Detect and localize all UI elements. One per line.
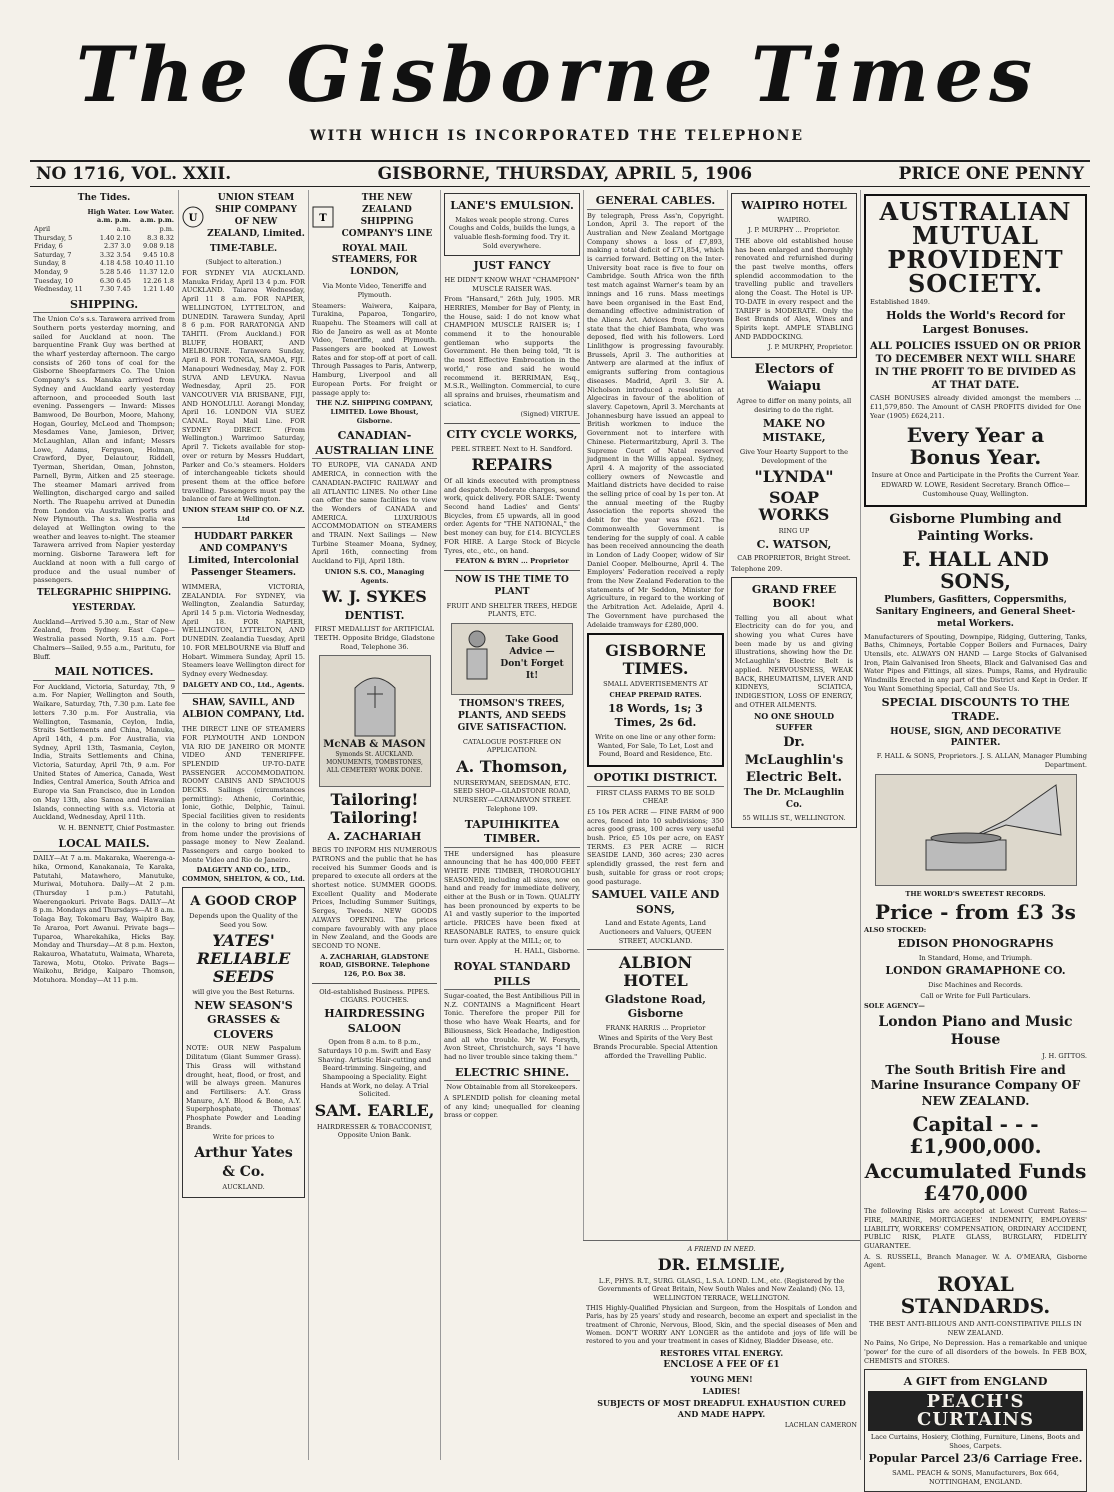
opotiki-heading: OPOTIKI DISTRICT. [587,771,724,787]
tides-header-row [33,208,175,217]
tides-cell: p.m. [159,225,174,234]
tides-unit: a.m. p.m. [140,216,174,225]
tombstone-icon [345,668,405,738]
fancy-heading: JUST FANCY [473,259,551,273]
timber-text: THE undersigned has pleasure announcing that he has 400,000 FEET WHITE PINE TIMBER, THOROUGHLY SEASONED, including all sizes, now on hand and ready for immediate delivery, either at the Bush or in Town. QUALITY has been pronounced by experts to be A1 and vastly superior to the imported article. PRICES have been fixed at REASONABLE RATES, to ensure quick turn over. Apply at the MILL; or, to [444,849,580,945]
mcnab-sub: Symonds St. AUCKLAND. MONUMENTS, TOMBSTONES, ALL CEMETERY WORK DONE. [326,751,423,775]
tides-row [33,251,175,260]
albion-sub: Gladstone Road, Gisborne [605,992,706,1021]
local-mails-heading: LOCAL MAILS. [33,837,175,853]
thomson-illustration [451,623,573,695]
column-2 [178,190,308,1460]
south-british-sign: A. S. RUSSELL, Branch Manager. W. A. O'MEARA, Gisborne Agent. [864,1252,1087,1270]
tides-title: The Tides. [77,193,131,203]
tides-unit-row [33,216,175,225]
nzsco-via: Via Monte Video, Teneriffe and Plymouth. [322,282,427,299]
dateline [30,160,1090,187]
tides-cell: Thursday, 5 [34,233,73,242]
no-one: NO ONE SHOULD SUFFER [753,711,835,732]
gift-heading: A GIFT from ENGLAND [903,1374,1048,1388]
amp-est: Established 1849. [870,298,930,306]
canadian-heading: CANADIAN-AUSTRALIAN LINE [312,429,437,459]
telegraphic-sub: YESTERDAY. [72,602,136,613]
tides-unit: a.m. p.m. [97,216,131,225]
cables-heading: GENERAL CABLES. [587,194,724,210]
edison-heading: EDISON PHONOGRAPHS [897,937,1054,951]
tides-cell: Sunday, 8 [34,259,66,268]
watson-sub: CAB PROPRIETOR, Bright Street. [737,554,851,563]
crop-write: Write for prices to [212,1133,275,1142]
timber-heading: TAPUIHIKITEA TIMBER. [444,818,580,848]
times-rates: CHEAP PREPAID RATES. [609,691,702,700]
records: THE WORLD'S SWEETEST RECORDS. [905,889,1046,898]
earle-name: SAM. EARLE, [314,1101,435,1121]
divider [444,423,580,424]
usco-title-block [182,193,305,241]
column-1 [30,190,178,1460]
waipiro-heading: WAIPIRO HOTEL [741,199,847,212]
royal-text: No Pains, No Gripe, No Depression. Has a remarkable and unique 'power' for the cure of all disorders of the bowels. In FEB BOX, CHEMISTS and STORES. [864,1339,1087,1365]
svg-text:U: U [188,212,198,224]
tides-cell: 10.40 11.10 [134,259,174,268]
albion-text: Wines and Spirits of the Very Best Brands Procurable. Special Attention afforded the Travelling Public. [593,1034,718,1060]
mclaughlin-heading: Dr. McLaughlin's Electric Belt. [744,735,844,785]
lynda-sub: SOAP WORKS [758,487,830,525]
price: PRICE ONE PENNY [898,164,1084,184]
electors-text: Agree to differ on many points, all desiring to do the right. [736,397,852,415]
tides-cell: 9.08 9.18 [142,242,174,251]
tides-row [33,285,175,294]
piano-sign: J. H. GITTOS. [1042,1051,1087,1060]
canadian-sign: UNION S.S. CO., Managing Agents. [324,567,425,585]
mail-sign: W. H. BENNETT, Chief Postmaster. [58,824,175,832]
albion-prop: FRANK HARRIS ... Proprietor [605,1023,706,1032]
sykes-name: W. J. SYKES [322,587,427,607]
call-write: Call or Write for Full Particulars. [920,991,1031,1000]
amp-ad [864,194,1087,507]
thomson-heading: THOMSON'S TREES, PLANTS, AND SEEDS GIVE SATISFACTION. [457,699,567,733]
ladies: LADIES! [702,1386,741,1397]
hairdressing-heading: HAIRDRESSING SALOON [324,1007,425,1035]
crop-place: AUCKLAND. [222,1183,265,1192]
times-line: 18 Words, 1s; 3 Times, 2s 6d. [608,701,703,730]
waipiro-sign: J. P. MURPHY, Proprietor. [768,343,853,352]
elmslie-ad [583,1240,860,1460]
pills-text: Sugar-coated, the Best Antibilious Pill in N.Z. CONTAINS a Magnificent Heart Tonic. Therefore the proper Pill for those who have Weak Hearts, and for Biliousness, Sick Headache, Indigestion and all who trouble. Mr W. Forsyth, Avon Street, Christchurch, says "I have had no liver trouble since taking them." [444,992,580,1061]
subjects: SUBJECTS OF MOST DREADFUL EXHAUSTION CURED AND MADE HAPPY. [597,1398,846,1419]
huddart-text: WIMMERA, VICTORIA, ZEALANDIA. For SYDNEY, via Wellington, Zealandia Saturday, April 14 5 p.m. Victoria Wednesday, April 18. FOR NAPIER, WELLINGTON, LYTTELTON, AND DUNEDIN. Zealandia Tuesday, April 10. FOR MELBOURNE via Bluff and Hobart. Wimmera Sunday, April 15. Steamers leave Wellington direct for Sydney every Wednesday. [182,582,305,678]
thomson-slogan: Take Good Advice — Don't Forget It! [500,635,564,681]
tides-cell: Tuesday, 10 [34,276,73,285]
watson-tel: Telephone 209. [731,564,783,573]
times-small: SMALL ADVERTISEMENTS AT [603,680,708,689]
crop-firm: Arthur Yates & Co. [194,1145,293,1180]
hall-sign: F. HALL & SONS, Proprietors. J. S. ALLAN, Manager Plumbing Department. [876,752,1087,770]
shine-sub: Now Obtainable from all Storekeepers. [446,1083,578,1092]
lane-text: Makes weak people strong. Cures Coughs and Colds, builds the lungs, a valuable flesh-forming food. Try it. Sold everywhere. [448,215,576,250]
pills-heading: ROYAL STANDARD PILLS [444,960,580,990]
mcnab-ad: McNAB & MASON [323,739,426,751]
mistake-heading: MAKE NO MISTAKE, [762,416,826,445]
sole-agency: SOLE AGENCY— [864,1002,925,1011]
gramophone-illustration [875,774,1077,886]
tides-cell: Wednesday, 11 [34,285,83,294]
tides-cell: 12.26 1.8 [142,276,174,285]
friend-caption: A FRIEND IN NEED. [687,1245,756,1253]
hall-text: Manufacturers of Spouting, Downpipe, Ridging, Guttering, Tanks, Baths, Chimneys, Portable Copper Boilers and Furnaces, Dairy Utensils, etc. ALWAYS ON HAND — Large Stocks of Galvanised Iron, Plain Galvanised Iron Sheets, Black and Galvanised Gas and Water Pipes and Fittings, all sizes. Pumps, Rams, and Hydraulic Windmills Erected in any part of the District and Kept in Order. If You Want Something Special, Call and See Us. [864,632,1087,693]
opotiki-sub: FIRST CLASS FARMS TO BE SOLD CHEAP. [596,788,715,806]
tides-cell: 5.28 5.46 [99,267,131,276]
cycle-sign: FEATON & BYRN ... Proprietor [455,557,569,566]
local-mails-text: DAILY—At 7 a.m. Makaraka, Waerenga-a-hika, Ormond, Kanakanaia, Te Karaka, Patutahi, Matawhero, Manutuke, Muriwai, Motuhora. Daily—At 2 p.m. (Thursday 1 p.m.) Patutahi, Waerengaokuri. Private Bags. DAILY—At 8 p.m. Mondays and Thursdays—At 8 a.m. Tolaga Bay, Tokomaru Bay, Waipiro Bay, Te Araroa, Port Awanui. Private bags—Tuparoa, Wharekahika, Hicks Bay. Monday and Thursday—At 8 p.m. Hexton, Rakauroa, Whatatutu, Waimata, Whareta, Tarewa, Motu, Otoko. Private Bags—Waikohu, Bridge, Kaiparo Thomson, Motuhora. Monday—At 11 p.m. [33,854,175,985]
figure-icon [457,629,497,689]
vaile-heading: SAMUEL VAILE AND SONS, [591,888,720,916]
shipping-text: The Union Co's s.s. Tarawera arrived from Southern ports yesterday morning, and sailed for Auckland at noon. The barquentine Frank Guy was berthed at the wharf yesterday afternoon. The cargo consists of 260 tons of coal for the Gisborne Sheepfarmers Co. The Union Company's s.s. Manuka arrived from Sydney and Auckland early yesterday afternoon, and proceeded South last evening. Passengers — Inward: Misses Bamwood, De Bourbon, Moore, Mahony, Hogan, Gourley, McLeod and Thompson; Mesdames Vane, Jamieson, Driver, McLaughlan, Allan and infant; Messrs Lowe, Adams, Ferguson, Holman, Crawford, Dyer, Delautour, Riddell, Tyerman, Sheridan, Oman, Johnston, Parnell, Byrm, Aitken and 25 steerage. The steamer Mamari arrived from Wellington, discharged cargo and sailed North. The Ruapehu arrived at Dunedin from London via Australian ports and New Plymouth. The s.s. Westralia was delayed at Wellington owing to the weather and leaves to-night. The steamer Tarawera arrived from Napier yesterday morning. Gisborne Tarawera left for Auckland at noon with a full cargo of produce and the usual number of passengers. [33,315,175,585]
gramophone-icon [886,780,1066,880]
nzsco-title: THE NEW ZEALAND SHIPPING COMPANY'S LINE [341,193,433,239]
tides-cell: 11.37 12.0 [138,267,174,276]
pipes-text: Old-established Business. PIPES. CIGARS. POUCHES. [319,987,430,1005]
hall-sub: Plumbers, Gasfitters, Coppersmiths, Sanitary Engineers, and General Sheet-metal Workers. [875,595,1076,629]
zachariah-text: BEGS TO INFORM HIS NUMEROUS PATRONS and the public that he has received his Summer Goods and is prepared to execute all orders at the shortest notice. SUMMER GOODS. Excellent Quality and Moderate Prices, Including Summer Suitings, Serges, Tweeds. NEW GOODS ALWAYS OPENING. The prices compare favourably with any place in New Zealand, and the Goods are SECOND TO NONE. [312,846,437,950]
shaw-sign: DALGETY AND CO., LTD., COMMON, SHELTON, & CO., Ltd. [182,866,305,884]
thomson-sub: NURSERYMAN, SEEDSMAN, ETC. SEED SHOP—GLADSTONE ROAD, NURSERY—CARNARVON STREET. Telephone 109. [452,778,572,813]
south-british-text: The following Risks are accepted at Lowest Current Rates:— FIRE, MARINE, MORTGAGEES' INDEMNITY, EMPLOYERS' LIABILITY, WORKERS' COMPENSATION, ORDINARY ACCIDENT, PUBLIC RISK, PLATE GLASS, BURGLARY, FIDELITY GUARANTEE. [864,1207,1087,1250]
albion-heading: ALBION HOTEL [618,953,693,990]
telegraphic-heading: TELEGRAPHIC SHIPPING. [36,587,172,598]
elmslie-sub: L.F., PHYS. R.T., SURG. GLASG., L.S.A. LOND. L.M., etc. (Registered by the Governments of Great Britain, New South Wales and New Zealand) (No. 13, WELLINGTON TERRACE, WELLINGTON. [598,1276,845,1302]
tides-row [33,259,175,268]
tides-cell: 8.3 8.32 [147,233,174,242]
crop-heading: A GOOD CROP [190,893,297,909]
issue-number: NO 1716, VOL. XXII. [36,164,232,184]
usco-text: FOR SYDNEY VIA AUCKLAND. Manuka Friday, April 13 4 p.m. FOR AUCKLAND. Taiaroa Wednesday, April 11 8 a.m. FOR NAPIER, WELLINGTON, LYTTELTON, and DUNEDIN. Tarawera Sunday, April 8 6 p.m. FOR RARATONGA AND TAHITI. (From Auckland.) FOR BLUFF, HOBART, AND MELBOURNE. Tarawera Sunday, April 8. FOR TONGA, SAMOA, FIJI. Manapouri Wednesday, May 2. FOR SUVA AND LEVUKA. Navua Wednesday, April 25. FOR VANCOUVER VIA BRISBANE, FIJI, AND HONOLULU. Aorangi Monday, April 16. LONDON VIA SUEZ CANAL. Royal Mail Line. FOR SYDNEY DIRECT. (From Wellington.) Warrimoo Saturday, April 7. Tickets available for stop-over or return by Messrs Huddart, Parker and Co.'s steamers. Holders of interchangeable tickets should present them at the office before travelling. Passengers must pay the balance of fare at Wellington. [182,269,305,504]
repairs-text: Of all kinds executed with promptness and despatch. Moderate charges, sound work, quick delivery. FOR SALE: Twenty Second hand Ladies' and Gents' Bicycles, from £5 upwards, all in good order. Agents for "THE NATIONAL," the best money can buy, for £14. BICYCLES FOR HIRE. A Large Stock of Bicycle Tyres, etc., etc., on hand. [444,476,580,555]
tides-cell: Saturday, 7 [34,250,72,259]
young-men: YOUNG MEN! [690,1373,753,1384]
divider [444,570,580,571]
tides-unit [33,216,85,225]
lynda-heading: "LYNDA" [754,467,834,487]
tides-cell: 1.40 2.10 [99,233,131,242]
plant-text: FRUIT AND SHELTER TREES, HEDGE PLANTS, ETC. [446,601,578,619]
tides-row [33,277,175,286]
zachariah-name: A. ZACHARIAH [327,829,422,843]
divider [312,983,437,984]
hall-top: Gisborne Plumbing and Painting Works. [889,511,1062,544]
amp-heading: AUSTRALIAN MUTUAL PROVIDENT SOCIETY. [879,197,1072,298]
also-stocked: ALSO STOCKED: [864,926,927,935]
times-heading: GISBORNE TIMES. [605,641,706,678]
waipiro-ad [731,193,857,358]
tides-cell: 7.30 7.45 [99,285,131,294]
thomson-name: A. Thomson, [456,757,568,777]
nzsco-title-block [312,193,437,241]
monument-illustration [319,655,431,787]
waipiro-prop: J. P. MURPHY ... Proprietor. [748,226,840,235]
hall-house: HOUSE, SIGN, AND DECORATIVE PAINTER. [890,726,1061,749]
tides-table [33,208,175,294]
waipiro-sub: WAIPIRO. [777,215,811,224]
peach-ad [864,1369,1087,1492]
nzsco-sign: THE N.Z. SHIPPING COMPANY, LIMITED. Lowe Bhoust, Gisborne. [316,399,433,425]
amp-bonus: CASH BONUSES already divided amongst the members ... £11,579,850. The Amount of CASH PROFITS divided for One Year (1905) £624,211. [870,394,1081,420]
tides-cell: 3.32 3.54 [99,250,131,259]
tides-header: High Water. [87,207,131,216]
times-ad [587,633,724,767]
waipiro-text: THE above old established house has been enlarged and thoroughly renovated and refurnished during the past twelve months, offers splendid accommodation to the travelling public and travellers along the Coast. The Hotel is UP-TO-DATE in every respect and the TARIFF is MODERATE. Only the Best Brands of Ales, Wines and Spirits kept. AMPLE STABLING AND PADDOCKING. [735,236,853,341]
gramophone-heading: LONDON GRAMAPHONE CO. [885,964,1066,978]
peach-sign: SAML. PEACH & SONS, Manufacturers, Box 664, NOTTINGHAM, ENGLAND. [892,1469,1059,1486]
place-date: GISBORNE, THURSDAY, APRIL 5, 1906 [377,164,753,184]
elmslie-text: THIS Highly-Qualified Physician and Surgeon, from the Hospitals of London and Paris, has by 25 years' study and research, become an expert and specialist in the treatment of Chronic, Nervous, Blood, Skin, and the special diseases of Men and Women. DON'T WORRY ANY LONGER as the antidote and joys of life will be restored to you and your treatment in cases of Kidney, Bladder Disease, etc. [586,1303,857,1346]
repairs-heading: REPAIRS [471,455,553,475]
lane-heading: LANE'S EMULSION. [450,199,574,212]
crop-new: NEW SEASON'S GRASSES & CLOVERS [194,998,293,1041]
crop-note: NOTE: OUR NEW Paspalum Dilitatum (Giant Summer Grass). This Grass will withstand drought, heat, flood, or frost, and will be always green. Manures and Fertilisers: A.Y. Grass Manure, A.Y. Blood & Bone, A.Y. Superphosphate, Thomas' Phosphate Powder and Leading Brands. [186,1044,301,1131]
amp-insure: Insure at Once and Participate in the Profits the Current Year. [871,470,1080,479]
ship-flag-icon [182,206,204,228]
masthead [0,0,1114,150]
shine-heading: ELECTRIC SHINE. [444,1066,580,1082]
fee: ENCLOSE A FEE OF £1 [663,1359,780,1370]
amp-text: ALL POLICIES ISSUED ON OR PRIOR TO DECEMBER NEXT WILL SHARE IN THE PROFIT TO BE DIVIDED AS AT THAT DATE. [870,340,1081,392]
tides-row [33,268,175,277]
amp-sub: Holds the World's Record for Largest Bonuses. [886,308,1065,337]
peach-price: Popular Parcel 23/6 Carriage Free. [868,1452,1083,1466]
fancy-text: From "Hansard," 26th July, 1905. MR HERRIES, Member for Bay of Plenty, in the House, said: I do not know what CHAMPION MUSCLE RAISER is; I commend it to the honourable gentleman who supports the Government. He then being told, "It is the most Effective Embrocation in the world," rose and said he would recommend it. BERRIMAN, Esq., M.S.R., Wellington. Commercial, to cure all sprains and bruises, rheumatism and sciatica. [444,295,580,408]
shaw-title: SHAW, SAVILL, AND ALBION COMPANY, Ltd. [182,698,305,721]
elmslie-name: DR. ELMSLIE, [657,1255,786,1275]
column-7 [860,190,1090,1486]
tides-cell: 1.21 1.40 [142,285,174,294]
south-british-heading: The South British Fire and Marine Insurance Company OF NEW ZEALAND. [870,1062,1081,1109]
usco-sign: UNION STEAM SHIP CO. OF N.Z. Ltd [182,506,305,523]
yates-ad [182,887,305,1198]
nzsco-text: Steamers: Waiwera, Kaipara, Turakina, Paparoa, Tongariro, Ruapehu. The Steamers will call at Rio de Janeiro as well as at Monte Video, Teneriffe, and Plymouth. Passengers are booked at Lowest Rates and for stop-off at port of call. Through Passages to Paris, Antwerp, Hamburg, Liverpool and all European Ports. For freight or passage apply to: [312,301,437,397]
divider [182,527,305,528]
tides-cell: April [34,225,51,234]
mclaughlin-ad [731,577,857,829]
mclaughlin-sign: The Dr. McLaughlin Co. [743,787,845,810]
tides-cell: Friday, 6 [34,242,63,251]
amp-every: Every Year a Bonus Year. [906,422,1045,469]
piano-heading: London Piano and Music House [878,1014,1073,1049]
column-3 [308,190,440,1460]
cables-text: By telegraph, Press Ass'n, Copyright. London, April 3. The report of the Australian and New Zealand Mortgage Company shows a loss of £7,893, making a total deficit of £71,854, which is carried forward. Betting on the Inter-University boat race is five to four on Cambridge. South Africa won the fifth test match against Warner's team by an innings and 16 runs. Mass meetings have been organised in the East End, demanding effective administration of the Aliens Act. Advices from Greytown state that the chief Bambata, who was deposed, fled with his followers. Lord Linlithgow is progressing favourably. Brussels, April 3. The authorities at Antwerp are alarmed at the influx of emigrants suffering from contagious diseases. Madrid, April 3. Sir A. Nicholson introduced a resolution at Algeciras in favour of the abolition of slavery. Capetown, April 3. Merchants at Johannesburg have issued an appeal to British workmen to induce the Government not to interfere with Chinese. Pietermaritzburg, April 3. The Supreme Court of Natal reserved judgment in the Willis appeal. Sydney, April 4. A majority of the associated colliery owners of Newcastle and Maitland districts have decided to raise the selling price of coal by 1s per ton. At the annual meeting of the Rugby Association the reports showed the debit for the year was £621. The Commonwealth Government is tendering for the supply of coal. A cable has been received announcing the death in London of Lady Cooper, widow of Sir Daniel Cooper. Melbourne, April 4. The Employers' Federation received a reply from the New Zealand Federation to the statements of Mr Seddon, Minister for Agriculture, in regard to the working of the Arbitration Act. Adelaide, April 4. The Government have purchased the Adelaide tramways for £280,000. [587,211,724,629]
newspaper-subtitle: WITH WHICH IS INCORPORATED THE TELEPHONE [309,128,805,144]
elmslie-sign: LACHLAN CAMERON [784,1421,857,1430]
huddart-title: HUDDART PARKER AND COMPANY'S Limited, Intercolonial Passenger Steamers. [188,532,299,579]
timber-sign: H. HALL, Gisborne. [514,947,580,956]
nzsco-sub: ROYAL MAIL STEAMERS, FOR LONDON, [331,243,418,278]
vaile-sub: Land and Estate Agents, Land Auctioneers and Valuers, QUEEN STREET, AUCKLAND. [599,919,712,945]
gramophone-sub: Disc Machines and Records. [928,980,1023,989]
grand-free: GRAND FREE BOOK! [751,582,837,611]
hairdressing-text: Open from 8 a.m. to 8 p.m., Saturdays 10 p.m. Swift and Easy Shaving. Artistic Hair-cutting and Beard-trimming. Singeing, and Shampooing a Speciality. Eight Hands at Work, no delay. A Trial Solicited. [317,1038,432,1099]
accumulated-funds: Accumulated Funds £470,000 [864,1159,1087,1206]
shine-text: A SPLENDID polish for cleaning metal of any kind; unequalled for cleaning brass or copper. [444,1093,580,1120]
tides-cell: 9.45 10.8 [142,250,174,259]
tides-header [33,208,85,217]
mclaughlin-addr: 55 WILLIS ST., WELLINGTON. [742,813,846,822]
tides-cell: 6.30 6.45 [99,276,131,285]
newspaper-title: The Gisborne Times [75,30,1039,119]
timetable-heading: TIME-TABLE. [209,243,278,254]
ring-up: RING UP [778,527,810,535]
tides-header: Low Water. [134,207,174,216]
thomson-catalogue: CATALOGUE POST-FREE ON APPLICATION. [462,737,562,755]
tides-cell: a.m. [116,225,131,234]
tides-row [33,242,175,251]
mistake-text: Give Your Hearty Support to the Development of the [739,447,849,465]
peach-sub: Lace Curtains, Hosiery, Clothing, Furniture, Linens, Boots and Shoes, Carpets. [870,1433,1081,1450]
crop-sub: Depends upon the Quality of the Seed you Sow. [189,911,298,929]
lane-ad [444,193,580,256]
crop-brand-sub: will give you the Best Returns. [192,988,295,997]
earle-sub: HAIRDRESSER & TOBACCONIST, Opposite Union Bank. [316,1122,433,1140]
crop-brand: YATES' RELIABLE SEEDS [196,931,291,986]
times-note: Write on one line or any other form: Wanted, For Sale, To Let, Lost and Found, Board and Residence, Etc. [595,732,716,759]
tides-cell: Monday, 9 [34,267,68,276]
edison-sub: In Standard, Home, and Triumph. [918,953,1033,962]
hall-special: SPECIAL DISCOUNTS TO THE TRADE. [881,695,1070,724]
column-4 [440,190,583,1460]
gramophone-price: Price - from £3 3s [875,900,1076,925]
telegraphic-text: Auckland—Arrived 5.30 a.m., Star of New Zealand, from Sydney. East Cape—Westralia passed North, 9.15 a.m. Port Chalmers—Sailed, 9.55 a.m., Paritutu, for Bluff. [33,617,175,661]
divider [587,949,724,950]
divider [182,693,305,694]
tailoring-heading: Tailoring! Tailoring! [330,790,419,828]
shipping-heading: SHIPPING. [33,298,175,314]
tides-cell: 2.37 3.0 [103,242,131,251]
peach-heading: PEACH'S CURTAINS [868,1391,1083,1431]
huddart-sign: DALGETY AND CO., Ltd., Agents. [182,680,305,689]
restores: RESTORES VITAL ENERGY. [659,1347,784,1358]
sykes-title: DENTIST. [344,608,405,622]
anchor-flag-icon [312,206,334,228]
watson-name: C. WATSON, [756,537,832,551]
royal-sub: THE BEST ANTI-BILIOUS AND ANTI-CONSTIPATIVE PILLS IN NEW ZEALAND. [869,1320,1082,1337]
grand-text: Telling you all about what Electricity can do for you, and showing you what Cures have been made by us and giving illustrations, showing how the Dr. McLaughlin's Electric Belt is applied. NERVOUSNESS, WEAK BACK, RHEUMATISM, LIVER AND KIDNEYS, SCIATICA, INDIGESTION, LOSS OF ENERGY, and OTHER AILMENTS. [735,613,853,709]
sykes-text: FIRST MEDALLIST for ARTIFICIAL TEETH. Opposite Bridge, Gladstone Road, Telephone 36. [314,625,435,651]
subject-note: (Subject to alteration.) [205,258,282,267]
opotiki-text: £5 10s PER ACRE — FINE FARM of 900 acres, fenced into 10 subdivisions; 350 acres good grass, 100 acres very useful bush. Price, £5 10s per acre, on EASY TERMS. £3 PER ACRE — RICH SEASIDE LAND, 360 acres; 230 acres splendidly grassed, the rest fern and bush, suitable for grass or root crops; good pasturage. [587,807,724,886]
zachariah-sign: A. ZACHARIAH, GLADSTONE ROAD, GISBORNE. Telephone 126, P.O. Box 38. [319,952,430,979]
shaw-text: THE DIRECT LINE OF STEAMERS FOR PLYMOUTH AND LONDON VIA RIO DE JANEIRO OR MONTE VIDEO AND TENERIFFE. SPLENDID UP-TO-DATE PASSENGER ACCOMMODATION. ROOMY CABINS AND SPACIOUS DECKS. Sailings (circumstances permitting): Athenic, Corinthic, Ionic, Gothic, Delphic, Tainui. Special facilities given to residents in the colony to bring out friends from home under the provisions of passage money to New Zealand. Passengers and cargo booked to Monte Video and Rio de Janeiro. [182,725,305,864]
cycle-sub: PEEL STREET. Next to H. Sandford. [451,444,573,453]
mail-heading: MAIL NOTICES. [33,665,175,681]
electors-heading: Electors of Waiapu [754,362,834,395]
plant-heading: NOW IS THE TIME TO PLANT [455,574,569,597]
canadian-text: TO EUROPE, VIA CANADA AND AMERICA, in connection with the CANADIAN-PACIFIC RAILWAY and all ATLANTIC LINES. No other Line can offer the same facilities to view the Wonders of CANADA and AMERICA. LUXURIOUS ACCOMMODATION on STEAMERS and TRAIN. Next Sailings — New Turbine Steamer Moana, Sydney, April 16th, connecting from Auckland to Fiji, April 18th. [312,461,437,566]
tides-row [33,234,175,243]
fancy-sign: (Signed) VIRTUE. [520,410,580,419]
cycle-heading: CITY CYCLE WORKS, [446,428,578,442]
royal-heading: ROYAL STANDARDS. [900,1272,1051,1319]
tides-row [33,225,175,234]
capital: Capital - - - £1,900,000. [909,1112,1042,1159]
usco-title: UNION STEAM SHIP COMPANY OF NEW ZEALAND, Limited. [207,193,305,239]
mail-text: For Auckland, Victoria, Saturday, 7th, 9 a.m. For Napier, Wellington and South, Waikare, Saturday, 7th, 7.30 p.m. Late fee letters 7.30 p.m. For Australia, via Wellington, Tasmania, Ceylon, India, Straits Settlements and China, Manuka, April 14th, 4 p.m. For Australia, via Sydney, April 13th, Tasmania, Ceylon, India, Straits Settlements and China, Victoria, Saturday, April 7th, 9 a.m. For United States of America, Canada, West Indies, Central America, South Africa and Europe via San Francisco, due in London on May 13th, also Samoa and Hawaiian Islands, connecting with s.s. Victoria at Auckland, Wednesday, April 11th. [33,682,175,822]
fancy-sub: HE DIDN'T KNOW WHAT "CHAMPION" MUSCLE RAISER WAS. [444,275,580,293]
amp-sign: EDWARD W. LOWE, Resident Secretary. Branch Office—Customhouse Quay, Wellington. [880,481,1071,498]
hall-name: F. HALL AND SONS, [902,547,1049,594]
svg-text:T: T [319,212,327,224]
tides-cell: 4.18 4.58 [99,259,131,268]
